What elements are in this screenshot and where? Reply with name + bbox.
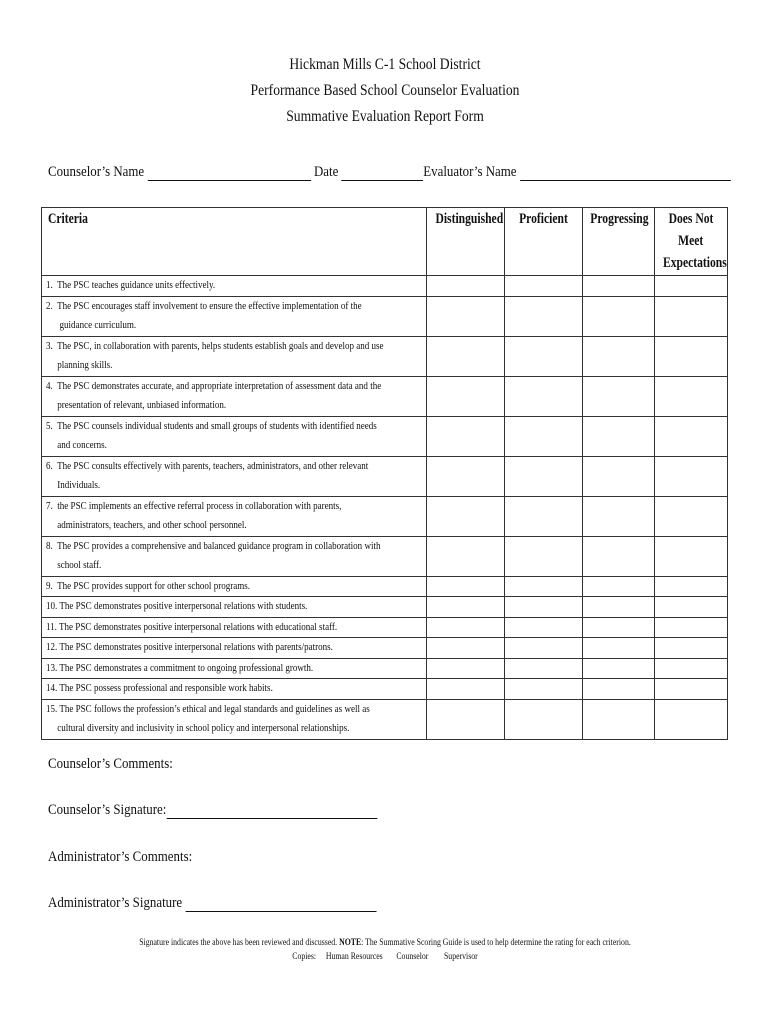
admin-signature-field[interactable] <box>185 897 376 912</box>
criterion-text: 6. The PSC consults effectively with parents, teachers, administrators, and other relevant Individuals. <box>42 456 427 496</box>
criterion-text: 2. The PSC encourages staff involvement to ensure the effective implementation of the guidance curriculum. <box>42 296 427 336</box>
rating-cell-proficient[interactable] <box>505 416 583 456</box>
form-subtitle: Summative Evaluation Report Form <box>286 108 484 125</box>
progressing-header: Progressing <box>583 208 655 276</box>
counselor-signature <box>48 802 377 819</box>
rating-cell-distinguished[interactable] <box>427 576 505 597</box>
rating-cell-distinguished[interactable] <box>427 336 505 376</box>
proficient-header: Proficient <box>505 208 583 276</box>
rating-cell-proficient[interactable] <box>505 536 583 576</box>
criterion-text: 12. The PSC demonstrates positive interpersonal relations with parents/patrons. <box>42 638 427 659</box>
rating-cell-progressing[interactable] <box>583 576 655 597</box>
rating-cell-does-not-meet[interactable] <box>655 658 728 679</box>
table-row <box>42 496 728 536</box>
rating-cell-does-not-meet[interactable] <box>655 376 728 416</box>
rating-cell-does-not-meet[interactable] <box>655 597 728 618</box>
rating-cell-progressing[interactable] <box>583 336 655 376</box>
criterion-text: 15. The PSC follows the profession’s ethical and legal standards and guidelines as well as cultural diversity and inclusivity in school policy and interpersonal relationships. <box>42 699 427 739</box>
rating-cell-distinguished[interactable] <box>427 536 505 576</box>
rating-cell-does-not-meet[interactable] <box>655 336 728 376</box>
rating-cell-distinguished[interactable] <box>427 376 505 416</box>
table-row <box>42 617 728 638</box>
criterion-text: 3. The PSC, in collaboration with parents, helps students establish goals and develop and use planning skills. <box>42 336 427 376</box>
footer-note: Signature indicates the above has been reviewed and discussed. NOTE: The Summative Scoring Guide is used to help determine the rating for each criterion. <box>139 938 631 948</box>
rating-cell-distinguished[interactable] <box>427 276 505 297</box>
rating-cell-does-not-meet[interactable] <box>655 638 728 659</box>
table-row <box>42 336 728 376</box>
criterion-text: 5. The PSC counsels individual students and small groups of students with identified needs and concerns. <box>42 416 427 456</box>
criterion-text: 9. The PSC provides support for other school programs. <box>42 576 427 597</box>
evaluator-name-label: Evaluator’s Name <box>423 164 517 180</box>
criterion-text: 1. The PSC teaches guidance units effectively. <box>42 276 427 297</box>
rating-cell-progressing[interactable] <box>583 638 655 659</box>
distinguished-header: Distinguished <box>427 208 505 276</box>
rating-cell-distinguished[interactable] <box>427 416 505 456</box>
evaluator-name-field[interactable] <box>520 166 731 181</box>
criterion-text: 14. The PSC possess professional and responsible work habits. <box>42 679 427 700</box>
criterion-text: 4. The PSC demonstrates accurate, and appropriate interpretation of assessment data and the presentation of relevant, unbiased information. <box>42 376 427 416</box>
rating-cell-proficient[interactable] <box>505 376 583 416</box>
criterion-text: 7. the PSC implements an effective referral process in collaboration with parents, administrators, teachers, and other school personnel. <box>42 496 427 536</box>
rating-cell-progressing[interactable] <box>583 416 655 456</box>
rating-cell-proficient[interactable] <box>505 336 583 376</box>
table-row <box>42 597 728 618</box>
rating-cell-does-not-meet[interactable] <box>655 617 728 638</box>
rating-cell-does-not-meet[interactable] <box>655 416 728 456</box>
table-row <box>42 296 728 336</box>
rating-cell-proficient[interactable] <box>505 276 583 297</box>
table-header-row <box>42 208 728 276</box>
criterion-text: 8. The PSC provides a comprehensive and balanced guidance program in collaboration with school staff. <box>42 536 427 576</box>
rating-cell-distinguished[interactable] <box>427 456 505 496</box>
info-fields <box>48 164 730 181</box>
table-row <box>42 699 728 739</box>
rating-cell-progressing[interactable] <box>583 496 655 536</box>
criteria-header: Criteria <box>42 208 427 276</box>
rating-cell-proficient[interactable] <box>505 296 583 336</box>
rating-cell-progressing[interactable] <box>583 376 655 416</box>
rating-cell-progressing[interactable] <box>583 658 655 679</box>
rating-cell-does-not-meet[interactable] <box>655 496 728 536</box>
rating-cell-does-not-meet[interactable] <box>655 536 728 576</box>
counselor-signature-label: Counselor’s Signature: <box>48 802 167 818</box>
rating-cell-progressing[interactable] <box>583 617 655 638</box>
table-row <box>42 276 728 297</box>
date-label: Date <box>313 164 339 180</box>
admin-comments-label: Administrator’s Comments: <box>48 849 193 865</box>
counselor-comments-label: Counselor’s Comments: <box>48 756 173 772</box>
does-not-meet-header: Does Not Meet Expectations <box>655 208 728 276</box>
footer <box>0 938 770 962</box>
footer-copies: Copies: Human Resources Counselor Supervisor <box>292 952 478 962</box>
counselor-name-field[interactable] <box>147 166 310 181</box>
criterion-text: 10. The PSC demonstrates positive interpersonal relations with students. <box>42 597 427 618</box>
table-row <box>42 456 728 496</box>
table-row <box>42 536 728 576</box>
date-field[interactable] <box>342 166 424 181</box>
rating-cell-progressing[interactable] <box>583 456 655 496</box>
district-name: Hickman Mills C-1 School District <box>289 56 481 73</box>
rating-cell-does-not-meet[interactable] <box>655 296 728 336</box>
rating-cell-proficient[interactable] <box>505 597 583 618</box>
rating-cell-distinguished[interactable] <box>427 679 505 700</box>
rating-cell-progressing[interactable] <box>583 536 655 576</box>
rating-cell-distinguished[interactable] <box>427 597 505 618</box>
rating-cell-distinguished[interactable] <box>427 638 505 659</box>
rating-cell-proficient[interactable] <box>505 679 583 700</box>
rating-cell-distinguished[interactable] <box>427 699 505 739</box>
rating-cell-distinguished[interactable] <box>427 617 505 638</box>
rating-cell-progressing[interactable] <box>583 699 655 739</box>
admin-signature <box>48 895 376 912</box>
rating-cell-proficient[interactable] <box>505 658 583 679</box>
criterion-text: 13. The PSC demonstrates a commitment to ongoing professional growth. <box>42 658 427 679</box>
rating-cell-does-not-meet[interactable] <box>655 276 728 297</box>
rating-cell-does-not-meet[interactable] <box>655 576 728 597</box>
rating-cell-proficient[interactable] <box>505 638 583 659</box>
rating-cell-proficient[interactable] <box>505 576 583 597</box>
rating-cell-does-not-meet[interactable] <box>655 456 728 496</box>
rating-cell-proficient[interactable] <box>505 456 583 496</box>
rating-cell-does-not-meet[interactable] <box>655 699 728 739</box>
admin-signature-label: Administrator’s Signature <box>48 895 183 911</box>
table-row <box>42 376 728 416</box>
criterion-text: 11. The PSC demonstrates positive interpersonal relations with educational staff. <box>42 617 427 638</box>
rating-cell-proficient[interactable] <box>505 496 583 536</box>
criteria-table <box>41 207 728 740</box>
rating-cell-progressing[interactable] <box>583 679 655 700</box>
table-row <box>42 658 728 679</box>
table-row <box>42 638 728 659</box>
rating-cell-proficient[interactable] <box>505 617 583 638</box>
table-row <box>42 679 728 700</box>
rating-cell-distinguished[interactable] <box>427 496 505 536</box>
table-row <box>42 576 728 597</box>
form-name: Performance Based School Counselor Evaluation <box>250 82 520 99</box>
rating-cell-progressing[interactable] <box>583 276 655 297</box>
table-row <box>42 416 728 456</box>
counselor-name-label: Counselor’s Name <box>48 164 145 180</box>
rating-cell-progressing[interactable] <box>583 296 655 336</box>
rating-cell-distinguished[interactable] <box>427 658 505 679</box>
document-title <box>0 52 770 130</box>
rating-cell-progressing[interactable] <box>583 597 655 618</box>
rating-cell-does-not-meet[interactable] <box>655 679 728 700</box>
counselor-signature-field[interactable] <box>166 804 377 819</box>
rating-cell-proficient[interactable] <box>505 699 583 739</box>
rating-cell-distinguished[interactable] <box>427 296 505 336</box>
